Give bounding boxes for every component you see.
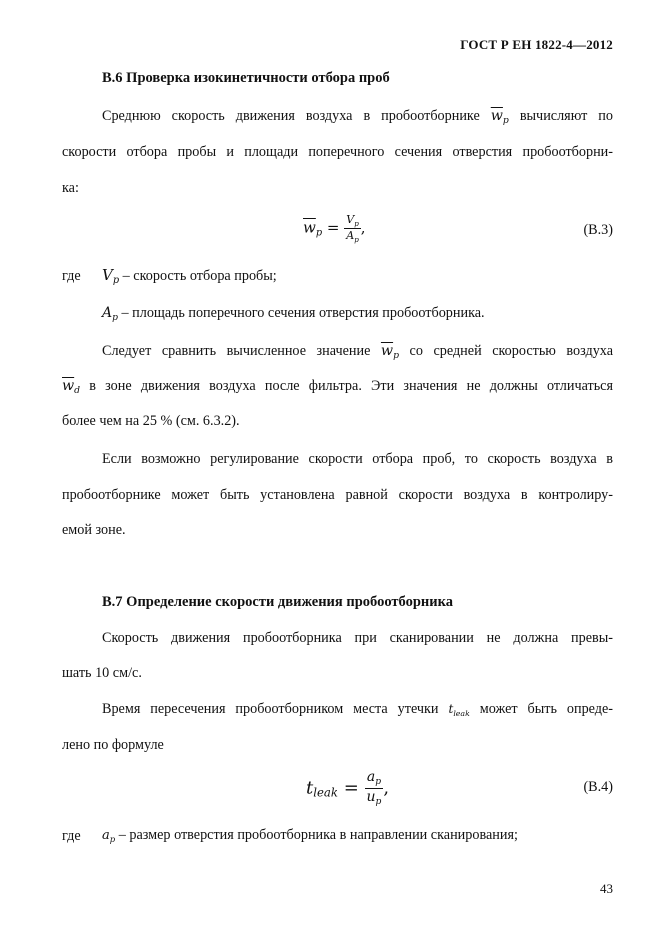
section-b7-heading: В.7 Определение скорости движения пробоотборника xyxy=(102,594,454,610)
b6-p1-line2: скорости отбора пробы и площади поперечного сечения отверстия пробоотборни- xyxy=(62,144,613,160)
b7-p2-line2: лено по формуле xyxy=(62,737,164,753)
b7-p1-line2: шать 10 см/с. xyxy=(62,665,142,681)
definition-ap: $A_p$ – площадь поперечного сечения отверстия пробоотборника. xyxy=(102,305,485,323)
b6-p2-line1: Следует сравнить вычисленное значение $\overline{w}_p$ со средней скоростью воздуха xyxy=(102,343,613,361)
definition-ap-size: $a_p$ – размер отверстия пробоотборника в направлении сканирования; xyxy=(102,827,518,844)
page-number: 43 xyxy=(600,881,613,896)
b6-p3-line2: пробоотборнике может быть установлена равной скорости воздуха в контролиру- xyxy=(62,487,613,503)
document-code-header: ГОСТ Р ЕН 1822-4—2012 xyxy=(460,37,613,52)
b6-p1-line1-b: вычисляют по xyxy=(519,108,613,124)
b6-p3-line1: Если возможно регулирование скорости отбора проб, то скорость воздуха в xyxy=(102,451,613,467)
symbol-wp-mean: $\overline{w}_p$ xyxy=(490,108,509,126)
where-label-1: где xyxy=(62,268,81,284)
b7-p2-line1: Время пересечения пробоотборником места утечки $t_{leak}$ может быть опреде- xyxy=(102,701,614,718)
section-b6-heading: В.6 Проверка изокинетичности отбора проб xyxy=(102,70,390,86)
definition-vp: $V_p$ – скорость отбора пробы; xyxy=(102,266,277,286)
b6-p2-line3: более чем на 25 % (см. 6.3.2). xyxy=(62,413,240,429)
where-label-2: где xyxy=(62,828,81,844)
b6-p1-line1 xyxy=(102,108,613,126)
formula-b3: $\overline{w}_p$ = $\frac{V_p}{A_p}$ , xyxy=(303,213,366,245)
b7-p1-line1: Скорость движения пробоотборника при сканировании не должна превы- xyxy=(102,630,613,646)
b6-p2-line2: $\overline{w}_d$ в зоне движения воздуха после фильтра. Эти значения не должны отличаться xyxy=(62,378,614,396)
b6-p1-line3: ка: xyxy=(62,180,79,196)
b6-p3-line3: емой зоне. xyxy=(62,522,126,538)
equation-number-b3: (В.3) xyxy=(583,222,613,238)
b6-p1-line1-a: Среднюю скорость движения воздуха в пробоотборнике xyxy=(102,108,480,124)
formula-b4: $t_{leak}$ = $\frac{a_p}{u_p}$ , xyxy=(306,769,390,808)
equation-number-b4: (В.4) xyxy=(583,779,613,795)
